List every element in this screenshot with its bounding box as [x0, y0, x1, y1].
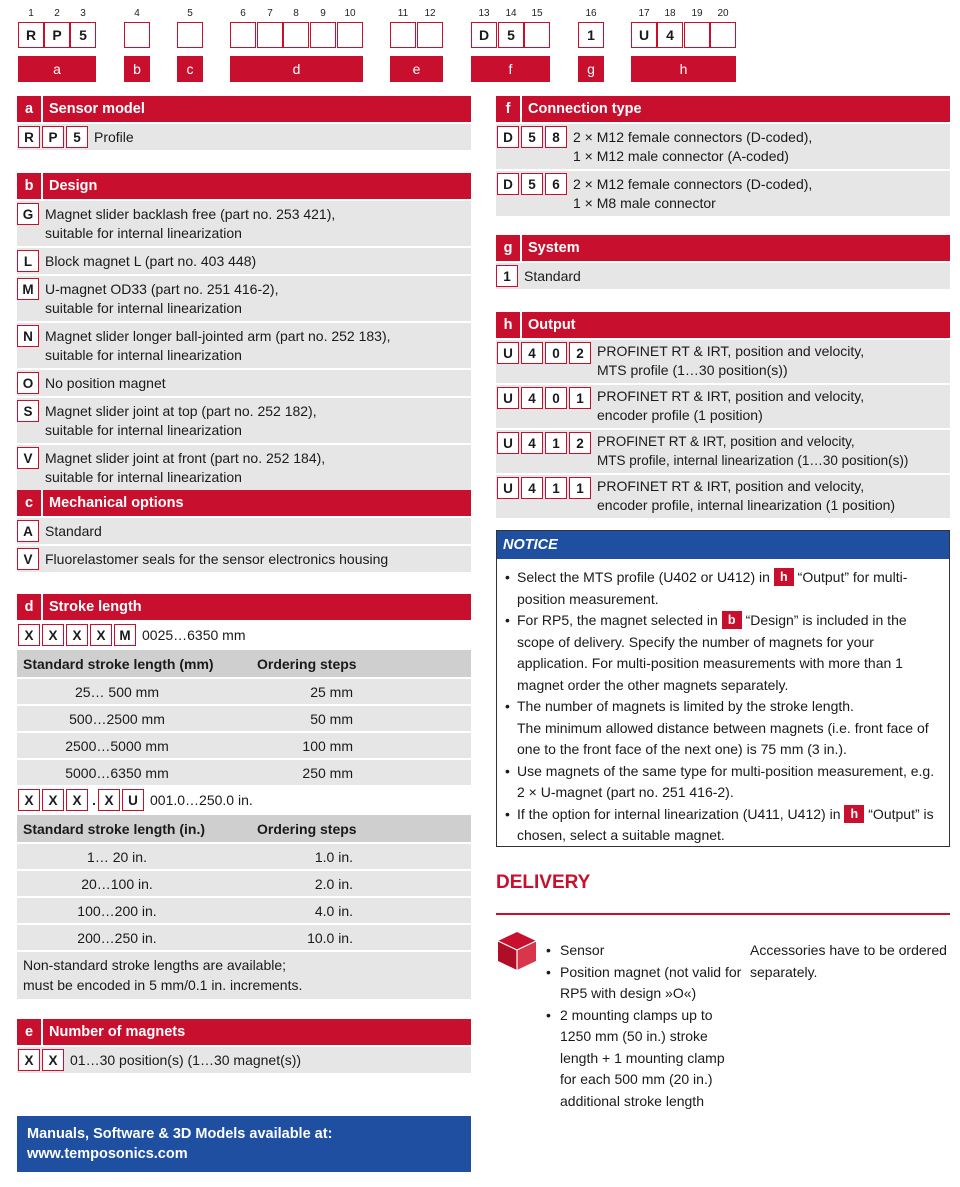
table-row	[17, 679, 471, 704]
code-box: 4	[657, 22, 683, 48]
code-box: D	[497, 126, 519, 148]
section-header	[17, 490, 471, 516]
code-box	[310, 22, 336, 48]
decimal-point: .	[90, 789, 98, 811]
code-box: U	[497, 387, 519, 409]
table-cell: 500…2500 mm	[69, 710, 165, 727]
code-box	[230, 22, 256, 48]
section-letter: h	[496, 312, 522, 338]
list-item	[17, 248, 471, 274]
list-item: • Position magnet (not valid for RP5 with design »O«)	[544, 962, 744, 1005]
code-box: X	[18, 1049, 40, 1071]
list-item	[17, 124, 471, 150]
list-item	[496, 263, 950, 289]
table-cell: 1.0 in.	[314, 848, 353, 865]
list-item	[496, 171, 950, 216]
option-text: Profile	[94, 129, 134, 145]
table-cell: 2.0 in.	[314, 875, 353, 892]
group-label-f: f	[471, 56, 550, 82]
code-box: U	[122, 789, 144, 811]
table-cell: 5000…6350 mm	[65, 764, 169, 781]
code-box: X	[18, 789, 40, 811]
notice-text: Use magnets of the same type for multi-position measurement, e.g. 2 × U-magnet (part no. 251 416-2).	[517, 762, 935, 800]
code-box: 1	[545, 432, 567, 454]
table-row	[17, 898, 471, 923]
option-text: PROFINET RT & IRT, position and velocity,	[597, 388, 865, 404]
stroke-range: 001.0…250.0 in.	[150, 792, 253, 808]
list-item	[17, 518, 471, 544]
list-item	[503, 696, 943, 761]
table-row	[17, 733, 471, 758]
list-item	[17, 201, 471, 246]
list-item	[496, 385, 950, 428]
code-box: 4	[521, 342, 543, 364]
list-item	[503, 804, 943, 847]
code-box: 0	[545, 387, 567, 409]
position-number: 16	[585, 8, 597, 19]
code-box: 1	[569, 387, 591, 409]
code-box: V	[17, 548, 39, 570]
notice-text: If the option for internal linearization (U411, U412) in	[517, 805, 841, 822]
table-row	[17, 706, 471, 731]
order-code-strip	[18, 8, 738, 76]
section-title: Output	[528, 317, 576, 333]
section-letter: b	[17, 173, 43, 199]
option-text: Magnet slider longer ball-jointed arm (part no. 252 183),	[45, 328, 391, 344]
group-label-e: e	[390, 56, 443, 82]
section-header	[17, 173, 471, 199]
list-item	[503, 761, 943, 804]
system-section	[496, 235, 950, 289]
note-text: must be encoded in 5 mm/0.1 in. increments.	[23, 977, 303, 993]
section-header	[17, 1019, 471, 1045]
section-title: Design	[49, 178, 98, 194]
manuals-text: Manuals, Software & 3D Models available at:	[27, 1126, 333, 1142]
list-item	[17, 445, 471, 490]
code-box: 1	[578, 22, 604, 48]
code-box: O	[17, 372, 39, 394]
list-item	[17, 398, 471, 443]
section-header	[496, 235, 950, 261]
option-text: PROFINET RT & IRT, position and velocity,	[597, 434, 855, 449]
code-box	[417, 22, 443, 48]
stroke-range: 0025…6350 mm	[142, 627, 246, 643]
code-box: U	[497, 477, 519, 499]
stroke-note	[17, 952, 471, 999]
mechanical-options-section	[17, 490, 471, 572]
list-item	[17, 276, 471, 321]
code-box: M	[17, 278, 39, 300]
table-cell: 200…250 in.	[77, 929, 157, 946]
section-letter: f	[496, 96, 522, 122]
code-box: 5	[498, 22, 524, 48]
position-number: 2	[54, 8, 60, 19]
group-label-b: b	[124, 56, 150, 82]
list-item: • Sensor	[544, 940, 744, 962]
box-icon	[496, 930, 538, 972]
group-label-g: g	[578, 56, 604, 82]
table-row	[17, 871, 471, 896]
delivery-title: DELIVERY	[496, 872, 591, 893]
code-box: 2	[569, 342, 591, 364]
code-box: X	[42, 789, 64, 811]
position-number: 1	[28, 8, 34, 19]
option-text: suitable for internal linearization	[45, 347, 242, 363]
code-box: X	[18, 624, 40, 646]
section-letter: e	[17, 1019, 43, 1045]
code-box: U	[497, 432, 519, 454]
position-number: 11	[397, 8, 409, 19]
position-number: 6	[240, 8, 246, 19]
code-box: X	[66, 789, 88, 811]
section-title: Connection type	[528, 101, 642, 117]
code-box: 4	[521, 432, 543, 454]
option-text: 2 × M12 female connectors (D-coded),	[573, 129, 813, 145]
notice-text: “Output” is chosen, select a suitable magnet.	[517, 805, 934, 843]
notice-text: “Output” for multi-position measurement.	[517, 569, 908, 607]
code-box: 5	[70, 22, 96, 48]
code-box: 4	[521, 477, 543, 499]
option-text: 1 × M8 male connector	[573, 195, 716, 211]
code-box: 5	[521, 173, 543, 195]
code-box: X	[42, 1049, 64, 1071]
option-text: encoder profile (1 position)	[597, 407, 763, 423]
code-box: 5	[66, 126, 88, 148]
table-cell: 1… 20 in.	[87, 848, 147, 865]
option-text: Magnet slider backlash free (part no. 253 421),	[45, 206, 336, 222]
code-box: 2	[569, 432, 591, 454]
table-row	[17, 844, 471, 869]
code-box	[337, 22, 363, 48]
option-text: suitable for internal linearization	[45, 300, 242, 316]
position-number: 10	[344, 8, 356, 19]
list-item	[496, 475, 950, 518]
list-item	[503, 567, 943, 610]
table-cell: 2500…5000 mm	[65, 737, 169, 754]
code-box: P	[42, 126, 64, 148]
position-number: 5	[187, 8, 193, 19]
option-text: suitable for internal linearization	[45, 422, 242, 438]
code-box: U	[631, 22, 657, 48]
position-number: 17	[638, 8, 650, 19]
group-label-c: c	[177, 56, 203, 82]
option-text: encoder profile, internal linearization (1 position)	[597, 497, 896, 513]
manuals-banner[interactable]	[17, 1116, 471, 1172]
code-box	[283, 22, 309, 48]
stroke-in-code-row	[17, 787, 471, 813]
option-text: 01…30 position(s) (1…30 magnet(s))	[70, 1052, 302, 1068]
list-item	[17, 546, 471, 572]
table-header	[17, 650, 471, 677]
option-text: Block magnet L (part no. 403 448)	[45, 253, 257, 269]
code-box: D	[497, 173, 519, 195]
note-text: Non-standard stroke lengths are available;	[23, 957, 287, 973]
code-box: U	[497, 342, 519, 364]
option-text: PROFINET RT & IRT, position and velocity,	[597, 478, 865, 494]
section-header	[17, 594, 471, 620]
number-of-magnets-section	[17, 1019, 471, 1073]
section-title: Mechanical options	[49, 495, 184, 511]
position-number: 14	[505, 8, 517, 19]
code-box	[710, 22, 736, 48]
option-text: Magnet slider joint at front (part no. 252 184),	[45, 450, 326, 466]
list-item: • 2 mounting clamps up to 1250 mm (50 in.) stroke length + 1 mounting clamp for each 500 mm (20 in.) additional stroke length	[544, 1005, 744, 1113]
list-item	[496, 124, 950, 169]
code-box: 1	[496, 265, 518, 287]
position-number: 15	[531, 8, 543, 19]
code-box	[257, 22, 283, 48]
code-box: R	[18, 22, 44, 48]
group-label-a: a	[18, 56, 96, 82]
code-box: D	[471, 22, 497, 48]
delivery-list	[544, 940, 744, 1112]
position-number: 18	[664, 8, 676, 19]
code-box	[124, 22, 150, 48]
code-box: P	[44, 22, 70, 48]
section-letter: c	[17, 490, 43, 516]
code-box: 5	[521, 126, 543, 148]
notice-box	[496, 530, 950, 847]
code-box	[524, 22, 550, 48]
column-header: Standard stroke length (mm)	[23, 655, 214, 672]
output-section	[496, 312, 950, 518]
section-title: System	[528, 240, 580, 256]
option-text: U-magnet OD33 (part no. 251 416-2),	[45, 281, 279, 297]
notice-text: For RP5, the magnet selected in	[517, 612, 718, 628]
section-header	[496, 96, 950, 122]
code-box: 8	[545, 126, 567, 148]
code-box: X	[90, 624, 112, 646]
column-header: Ordering steps	[257, 820, 357, 837]
code-box: X	[66, 624, 88, 646]
code-box: V	[17, 447, 39, 469]
section-header	[17, 96, 471, 122]
code-box	[684, 22, 710, 48]
table-cell: 10.0 in.	[307, 929, 353, 946]
option-text: 2 × M12 female connectors (D-coded),	[573, 176, 813, 192]
list-item	[17, 323, 471, 368]
list-item	[17, 370, 471, 396]
column-header: Standard stroke length (in.)	[23, 820, 206, 837]
section-title: Stroke length	[49, 599, 142, 615]
code-box: X	[42, 624, 64, 646]
list-item	[496, 430, 950, 473]
code-box: G	[17, 203, 39, 225]
table-cell: 4.0 in.	[314, 902, 353, 919]
design-section	[17, 173, 471, 490]
group-label-h: h	[631, 56, 736, 82]
option-text: suitable for internal linearization	[45, 225, 242, 241]
notice-text: “Design” is included in the scope of delivery. Specify the number of magnets for your application. For multi-position measurements with more than 1 magnet order the other magnets separately.	[517, 612, 907, 693]
option-text: Fluorelastomer seals for the sensor electronics housing	[45, 551, 389, 567]
code-box: M	[114, 624, 136, 646]
connection-type-section	[496, 96, 950, 216]
code-box	[177, 22, 203, 48]
option-text: PROFINET RT & IRT, position and velocity,	[597, 343, 865, 359]
position-number: 19	[691, 8, 703, 19]
section-header	[496, 312, 950, 338]
code-box: R	[18, 126, 40, 148]
notice-text: • The number of magnets is limited by the stroke length.	[517, 698, 854, 714]
option-text: No position magnet	[45, 375, 166, 391]
code-box: 0	[545, 342, 567, 364]
stroke-mm-code-row	[17, 622, 471, 648]
sensor-model-section	[17, 96, 471, 150]
group-label-d: d	[230, 56, 363, 82]
section-title: Number of magnets	[49, 1024, 186, 1040]
code-box	[390, 22, 416, 48]
position-number: 8	[293, 8, 299, 19]
delivery-note: Accessories have to be ordered separately.	[750, 942, 947, 980]
option-text: Standard	[45, 523, 102, 539]
code-box: 1	[545, 477, 567, 499]
position-number: 3	[80, 8, 86, 19]
position-number: 9	[320, 8, 326, 19]
option-text: MTS profile, internal linearization (1…30 position(s))	[597, 453, 909, 468]
position-number: 12	[424, 8, 436, 19]
table-cell: 50 mm	[310, 710, 353, 727]
table-cell: 250 mm	[302, 764, 353, 781]
notice-text: The minimum allowed distance between magnets (i.e. front face of one to the front face of the next one) is 75 mm (3 in.).	[517, 719, 929, 757]
option-text: MTS profile (1…30 position(s))	[597, 362, 788, 378]
option-text: 1 × M12 male connector (A-coded)	[573, 148, 789, 164]
stroke-length-section	[17, 594, 471, 999]
notice-list	[497, 559, 949, 847]
table-cell: 100…200 in.	[77, 902, 157, 919]
code-box: X	[98, 789, 120, 811]
position-number: 20	[717, 8, 729, 19]
code-box: A	[17, 520, 39, 542]
divider	[496, 913, 950, 915]
code-box: 1	[569, 477, 591, 499]
table-cell: 100 mm	[302, 737, 353, 754]
section-badge: h	[774, 568, 794, 586]
option-text: Standard	[524, 268, 581, 284]
column-header: Ordering steps	[257, 655, 357, 672]
position-number: 7	[267, 8, 273, 19]
option-text: suitable for internal linearization	[45, 469, 242, 485]
section-letter: g	[496, 235, 522, 261]
notice-title: NOTICE	[497, 531, 949, 559]
notice-text: Select the MTS profile (U402 or U412) in	[517, 569, 770, 585]
list-item	[503, 610, 943, 696]
code-box: 6	[545, 173, 567, 195]
table-row	[17, 760, 471, 785]
code-box: L	[17, 250, 39, 272]
code-box: S	[17, 400, 39, 422]
website-link[interactable]: www.temposonics.com	[27, 1146, 188, 1162]
list-item	[17, 1047, 471, 1073]
section-badge: h	[844, 805, 864, 823]
table-row	[17, 925, 471, 950]
section-badge: b	[722, 611, 742, 629]
option-text: Magnet slider joint at top (part no. 252 182),	[45, 403, 317, 419]
table-cell: 25 mm	[310, 683, 353, 700]
table-cell: 25… 500 mm	[74, 683, 160, 700]
position-number: 4	[134, 8, 140, 19]
code-box: 4	[521, 387, 543, 409]
code-box: N	[17, 325, 39, 347]
position-number: 13	[478, 8, 490, 19]
section-title: Sensor model	[49, 101, 145, 117]
section-letter: d	[17, 594, 43, 620]
table-header	[17, 815, 471, 842]
list-item	[496, 340, 950, 383]
table-cell: 20…100 in.	[81, 875, 153, 892]
section-letter: a	[17, 96, 43, 122]
